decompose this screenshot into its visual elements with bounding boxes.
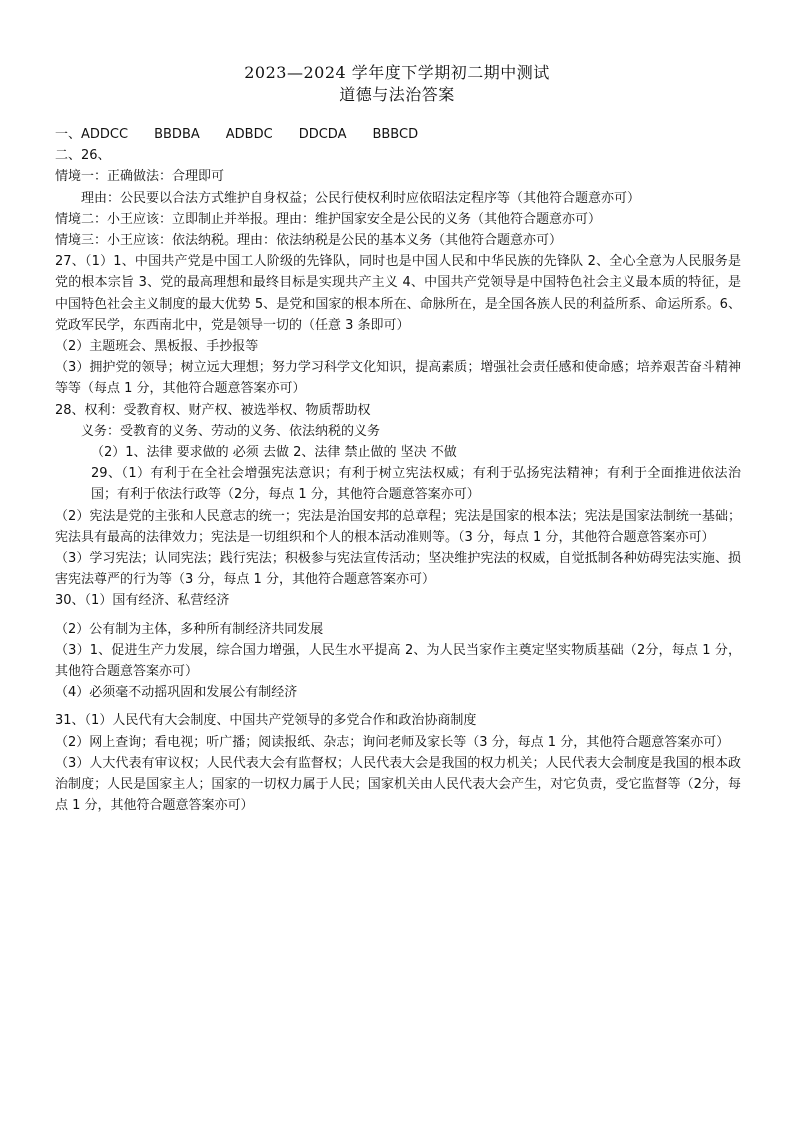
- q30-part3: （3）1、促进生产力发展，综合国力增强，人民生水平提高 2、为人民当家作主奠定坚实物质基础（2分，每点 1 分，其他符合题意答案亦可）: [55, 642, 741, 680]
- q31-part2: （2）网上查询；看电视；听广播；阅读报纸、杂志；询问老师及家长等（3 分，每点 1 分，其他符合题意答案亦可）: [55, 734, 730, 750]
- section1-label: 一、: [55, 127, 82, 142]
- q29-part2: （2）宪法是党的主张和人民意志的统一；宪法是治国安邦的总章程；宪法是国家的根本法；宪法是国家法制统一基础；宪法具有最高的法律效力；宪法是一切组织和个人的根本活动准则等。（3 分，每点 1 分，其他符合题意答案亦可）: [55, 508, 741, 545]
- page-title: 2023—2024 学年度下学期初二期中测试: [244, 63, 550, 82]
- q28-rights: 28、权利：受教育权、财产权、被选举权、物质帮助权: [55, 402, 371, 418]
- answer-content: [55, 124, 741, 817]
- mc-group: ADDCC: [81, 127, 129, 142]
- q31-part1: 31、（1）人民代有大会制度、中国共产党领导的多党合作和政治协商制度: [55, 713, 477, 729]
- mc-group: BBDBA: [154, 127, 200, 142]
- page-subtitle: 道德与法治答案: [339, 85, 455, 104]
- q26-scenario3: 情境三：小王应该：依法纳税。理由：依法纳税是公民的基本义务（其他符合题意亦可）: [55, 233, 563, 249]
- q30-part2: （2）公有制为主体，多种所有制经济共同发展: [55, 621, 324, 637]
- q28-part2: （2）1、法律 要求做的 必须 去做 2、法律 禁止做的 坚决 不做: [91, 445, 457, 461]
- q29-part1: 29、（1）有利于在全社会增强宪法意识；有利于树立宪法权威；有利于弘扬宪法精神；有利于全面推进依法治国；有利于依法行政等（2分，每点 1 分，其他符合题意答案亦可）: [91, 466, 741, 503]
- q26-scenario1-reason: 理由：公民要以合法方式维护自身权益；公民行使权利时应依昭法定程序等（其他符合题意亦可）: [81, 190, 641, 206]
- q27-part2: （2）主题班会、黑板报、手抄报等: [55, 339, 259, 355]
- section2-heading: 二、26、: [55, 148, 111, 164]
- q28-duties: 义务：受教育的义务、劳动的义务、依法纳税的义务: [81, 423, 381, 439]
- mc-group: ADBDC: [225, 127, 273, 142]
- q26-scenario2: 情境二：小王应该：立即制止并举报。理由：维护国家安全是公民的义务（其他符合题意亦可）: [55, 211, 602, 227]
- q31-part3: （3）人大代表有审议权；人民代表大会有监督权；人民代表大会是我国的权力机关；人民代表大会制度是我国的根本政治制度；人民是国家主人；国家的一切权力属于人民；国家机关由人民代表大会产生，对它负责，受它监督等（2分，每点 1 分，其他符合题意答案亦可）: [55, 755, 741, 814]
- mc-group: DDCDA: [298, 127, 347, 142]
- q27-part1: 27、（1）1、中国共产党是中国工人阶级的先锋队，同时也是中国人民和中华民族的先锋队 2、全心全意为人民服务是党的根本宗旨 3、党的最高理想和最终目标是实现共产主义 4、中国共产党领导是中国特色社会主义最本质的特征，是中国特色社会主义制度的最大优势 5、是党和国家的根本所在、命脉所在，是全国各族人民的利益所系、命运所系。6、党政军民学，东西南北中，党是领导一切的（任意 3 条即可）: [55, 254, 741, 333]
- mc-group: BBBCD: [372, 127, 419, 142]
- q29-part3: （3）学习宪法；认同宪法；践行宪法；积极参与宪法宣传活动；坚决维护宪法的权威，自觉抵制各种妨碍宪法实施、损害宪法尊严的行为等（3 分，每点 1 分，其他符合题意答案亦可）: [55, 551, 741, 588]
- q27-part3: （3）拥护党的领导；树立远大理想；努力学习科学文化知识，提高素质；增强社会责任感和使命感；培养艰苦奋斗精神等等（每点 1 分，其他符合题意答案亦可）: [55, 360, 741, 397]
- q30-part1: 30、（1）国有经济、私营经济: [55, 593, 230, 609]
- q26-scenario1: 情境一：正确做法：合理即可: [55, 169, 225, 185]
- q30-part4: （4）必须毫不动摇巩固和发展公有制经济: [55, 685, 298, 701]
- multiple-choice-answers: [55, 124, 741, 145]
